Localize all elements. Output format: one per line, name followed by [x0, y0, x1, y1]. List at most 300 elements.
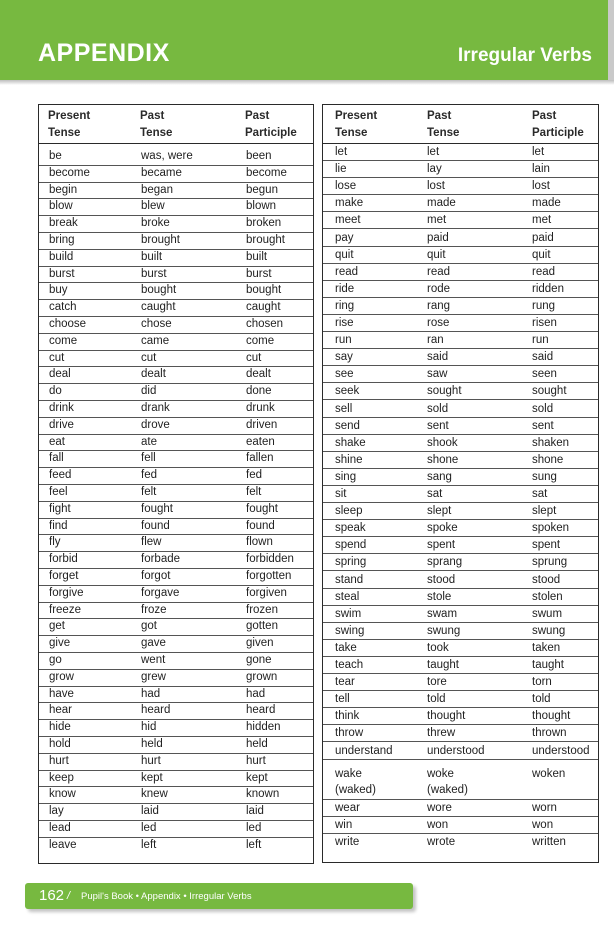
past-tense-cell: left: [141, 838, 157, 851]
table-row: [39, 636, 313, 653]
past-tense-cell: spoke: [427, 522, 458, 535]
past-participle-cell: taken: [532, 641, 561, 654]
past-participle-cell: built: [246, 250, 268, 263]
present-tense-cell: ring: [335, 299, 355, 312]
past-tense-cell: forgot: [141, 570, 171, 582]
past-tense-cell: felt: [141, 486, 157, 498]
past-participle-cell: shone: [532, 453, 564, 466]
past-tense-cell: burst: [141, 267, 167, 280]
present-tense-cell: get: [49, 620, 65, 633]
present-tense-cell: shake: [335, 436, 366, 449]
present-tense-cell: spring: [335, 556, 367, 569]
table-row: [39, 804, 313, 821]
past-tense-cell: thought: [427, 710, 466, 723]
header-past-tense: Past Tense: [427, 110, 460, 139]
present-tense-cell: quit: [335, 248, 354, 261]
past-participle-cell: written: [532, 835, 566, 848]
past-participle-cell: lost: [532, 180, 550, 193]
past-participle-cell: sprung: [532, 556, 568, 569]
past-participle-cell: lain: [532, 163, 550, 176]
present-tense-cell: buy: [49, 284, 68, 297]
past-tense-cell: swam: [427, 607, 458, 620]
past-tense-cell: tore: [427, 676, 447, 689]
table-row: [323, 247, 598, 264]
past-participle-cell: understood: [532, 744, 590, 757]
present-tense-cell: hide: [49, 721, 71, 734]
past-participle-cell: had: [246, 687, 266, 700]
past-participle-cell: brought: [246, 234, 286, 246]
table-row: [323, 212, 598, 229]
past-participle-cell: ridden: [532, 282, 564, 295]
present-tense-cell: grow: [49, 670, 74, 683]
past-tense-cell: took: [427, 641, 449, 654]
past-tense-cell: laid: [141, 805, 159, 818]
past-tense-cell: flew: [141, 536, 162, 549]
past-participle-cell: said: [532, 351, 554, 364]
table-row: [323, 760, 598, 800]
past-tense-cell: became: [141, 166, 182, 179]
past-participle-cell: forbidden: [246, 553, 294, 566]
verbs-table-right: [322, 104, 599, 863]
page-header: [0, 0, 614, 80]
past-participle-cell: begun: [246, 183, 278, 196]
table-row: [39, 250, 313, 267]
past-tense-cell: rang: [427, 299, 451, 312]
past-tense-cell: drove: [141, 418, 170, 431]
past-participle-cell: been: [246, 150, 272, 162]
past-participle-cell: laid: [246, 805, 264, 818]
table-row: [39, 670, 313, 687]
present-tense-cell: find: [49, 519, 68, 532]
footer-text: Pupil's Book • Appendix • Irregular Verbs: [81, 891, 252, 902]
table-row: [39, 183, 313, 200]
table-row: [39, 552, 313, 569]
past-participle-cell: paid: [532, 231, 554, 244]
table-row: [323, 834, 598, 850]
table-row: [39, 418, 313, 435]
present-tense-cell: drive: [49, 418, 74, 431]
past-participle-cell: let: [532, 146, 545, 158]
table-row: [39, 771, 313, 788]
table-row: [39, 687, 313, 704]
past-participle-cell: become: [246, 166, 287, 179]
table-row: [39, 703, 313, 720]
header-present-tense: Present Tense: [335, 110, 378, 139]
table-row: [323, 537, 598, 554]
table-row: [39, 317, 313, 334]
past-participle-cell: drunk: [246, 402, 275, 414]
page-footer: [25, 883, 413, 909]
present-tense-cell: see: [335, 368, 354, 381]
present-tense-cell: write: [335, 835, 360, 848]
present-tense-cell: tear: [335, 676, 355, 689]
table-row: [323, 589, 598, 606]
table-row: [39, 653, 313, 670]
table-row: [39, 821, 313, 838]
past-tense-cell: met: [427, 214, 447, 227]
past-tense-cell: spent: [427, 539, 456, 552]
present-tense-cell: fly: [49, 536, 61, 549]
past-tense-cell: quit: [427, 248, 446, 261]
past-participle-cell: flown: [246, 536, 273, 549]
present-tense-cell: think: [335, 710, 360, 723]
present-tense-cell: meet: [335, 214, 361, 227]
table-row: [39, 569, 313, 586]
present-tense-cell: drink: [49, 402, 74, 414]
past-tense-cell: shook: [427, 436, 458, 449]
present-tense-cell: fight: [49, 502, 71, 515]
present-tense-cell: catch: [49, 301, 77, 314]
present-tense-cell: win: [335, 818, 353, 831]
past-tense-cell: kept: [141, 771, 163, 784]
table-header: [323, 105, 598, 144]
past-participle-cell: sent: [532, 419, 554, 432]
past-tense-cell: made: [427, 197, 456, 210]
table-row: [39, 586, 313, 603]
past-participle-cell: seen: [532, 368, 557, 381]
page-number: 162: [39, 887, 65, 904]
past-participle-cell: rung: [532, 299, 556, 312]
past-tense-cell: drank: [141, 402, 170, 414]
present-tense-cell: choose: [49, 318, 87, 330]
past-participle-cell: told: [532, 693, 551, 706]
table-row: [323, 383, 598, 400]
present-tense-cell: build: [49, 250, 74, 263]
present-tense-cell: wake (waked): [335, 767, 376, 796]
past-participle-cell: frozen: [246, 603, 278, 616]
table-row: [39, 468, 313, 485]
table-row: [323, 657, 598, 674]
table-row: [39, 283, 313, 300]
present-tense-cell: run: [335, 334, 352, 347]
past-tense-cell: wore: [427, 801, 452, 814]
present-tense-cell: hurt: [49, 754, 69, 767]
table-row: [323, 281, 598, 298]
past-participle-cell: hidden: [246, 721, 281, 734]
past-participle-cell: left: [246, 838, 262, 851]
past-participle-cell: quit: [532, 248, 551, 261]
past-participle-cell: found: [246, 519, 275, 532]
present-tense-cell: rise: [335, 317, 354, 329]
past-tense-cell: dealt: [141, 368, 166, 381]
present-tense-cell: leave: [49, 838, 77, 851]
table-row: [323, 418, 598, 435]
table-row: [39, 787, 313, 804]
past-tense-cell: forbade: [141, 553, 181, 566]
footer-separator: /: [67, 890, 71, 902]
table-row: [323, 691, 598, 708]
past-participle-cell: chosen: [246, 318, 284, 330]
past-tense-cell: shone: [427, 453, 459, 466]
table-row: [323, 503, 598, 520]
past-tense-cell: built: [141, 250, 163, 263]
table-row: [323, 161, 598, 178]
present-tense-cell: forgive: [49, 586, 84, 599]
past-tense-cell: ran: [427, 334, 444, 347]
present-tense-cell: sleep: [335, 505, 363, 518]
present-tense-cell: understand: [335, 744, 393, 757]
past-participle-cell: grown: [246, 670, 278, 683]
past-participle-cell: cut: [246, 351, 262, 364]
past-participle-cell: blown: [246, 200, 277, 213]
table-row: [39, 754, 313, 771]
past-tense-cell: lost: [427, 180, 445, 193]
past-tense-cell: paid: [427, 231, 449, 244]
present-tense-cell: wear: [335, 801, 360, 814]
table-row: [39, 267, 313, 284]
past-tense-cell: won: [427, 818, 449, 831]
present-tense-cell: take: [335, 641, 357, 654]
table-row: [323, 674, 598, 691]
past-tense-cell: rode: [427, 282, 451, 295]
table-row: [39, 233, 313, 250]
present-tense-cell: stand: [335, 573, 364, 586]
past-tense-cell: grew: [141, 670, 166, 683]
present-tense-cell: lie: [335, 163, 347, 176]
present-tense-cell: hear: [49, 704, 73, 717]
past-participle-cell: spent: [532, 539, 561, 552]
past-tense-cell: swung: [427, 624, 461, 637]
past-tense-cell: blew: [141, 200, 165, 213]
past-participle-cell: slept: [532, 505, 557, 518]
present-tense-cell: say: [335, 351, 353, 364]
past-tense-cell: did: [141, 385, 157, 398]
table-row: [323, 554, 598, 571]
present-tense-cell: begin: [49, 183, 78, 196]
past-tense-cell: caught: [141, 301, 176, 314]
table-row: [323, 144, 598, 161]
past-participle-cell: held: [246, 738, 268, 750]
table-row: [39, 435, 313, 452]
table-header: [39, 105, 313, 144]
table-row: [39, 535, 313, 552]
past-tense-cell: bought: [141, 284, 177, 297]
table-row: [39, 351, 313, 368]
present-tense-cell: ride: [335, 282, 355, 295]
table-row: [323, 572, 598, 589]
present-tense-cell: pay: [335, 231, 354, 244]
past-tense-cell: fell: [141, 452, 156, 465]
table-row: [323, 623, 598, 640]
present-tense-cell: have: [49, 687, 74, 700]
present-tense-cell: bring: [49, 234, 75, 246]
past-tense-cell: wrote: [427, 835, 456, 848]
page-title: APPENDIX: [38, 39, 170, 67]
past-participle-cell: felt: [246, 486, 262, 498]
table-row: [39, 737, 313, 754]
table-row: [39, 199, 313, 216]
present-tense-cell: sell: [335, 402, 353, 415]
past-tense-cell: heard: [141, 704, 171, 717]
past-tense-cell: understood: [427, 744, 485, 757]
table-row: [39, 485, 313, 502]
past-participle-cell: spoken: [532, 522, 570, 535]
present-tense-cell: sit: [335, 488, 347, 500]
table-row: [323, 230, 598, 247]
present-tense-cell: forbid: [49, 553, 78, 566]
past-participle-cell: done: [246, 385, 272, 398]
present-tense-cell: be: [49, 150, 62, 162]
present-tense-cell: know: [49, 788, 76, 801]
present-tense-cell: speak: [335, 522, 366, 535]
past-participle-cell: given: [246, 637, 274, 650]
present-tense-cell: spend: [335, 539, 367, 552]
header-past-tense: Past Tense: [140, 110, 173, 139]
past-tense-cell: hurt: [141, 754, 161, 767]
table-row: [39, 149, 313, 166]
past-tense-cell: hid: [141, 721, 157, 734]
past-participle-cell: forgiven: [246, 586, 287, 599]
header-shadow: [0, 80, 614, 85]
present-tense-cell: make: [335, 197, 364, 210]
table-row: [323, 743, 598, 760]
past-participle-cell: fought: [246, 502, 278, 515]
past-participle-cell: forgotten: [246, 570, 292, 582]
past-tense-cell: had: [141, 687, 161, 700]
present-tense-cell: read: [335, 265, 359, 278]
table-row: [323, 435, 598, 452]
header-past-participle: Past Participle: [245, 110, 297, 139]
table-row: [323, 332, 598, 349]
past-tense-cell: held: [141, 738, 163, 750]
past-participle-cell: heard: [246, 704, 276, 717]
past-participle-cell: driven: [246, 418, 278, 431]
past-tense-cell: broke: [141, 217, 170, 230]
table-row: [39, 519, 313, 536]
table-row: [39, 720, 313, 737]
past-participle-cell: read: [532, 265, 556, 278]
past-tense-cell: went: [141, 654, 166, 666]
past-tense-cell: slept: [427, 505, 452, 518]
present-tense-cell: swing: [335, 624, 365, 637]
past-participle-cell: worn: [532, 801, 557, 814]
past-tense-cell: woke (waked): [427, 767, 468, 796]
table-row: [39, 619, 313, 636]
present-tense-cell: eat: [49, 435, 65, 448]
past-participle-cell: stood: [532, 573, 561, 586]
past-participle-cell: gotten: [246, 620, 278, 633]
past-tense-cell: said: [427, 351, 449, 364]
present-tense-cell: give: [49, 637, 71, 650]
present-tense-cell: feed: [49, 469, 72, 482]
present-tense-cell: send: [335, 419, 360, 432]
table-row: [323, 606, 598, 623]
past-tense-cell: forgave: [141, 586, 180, 599]
table-row: [39, 216, 313, 233]
header-present-tense: Present Tense: [48, 110, 91, 139]
table-row: [39, 451, 313, 468]
past-tense-cell: was, were: [141, 150, 193, 162]
past-participle-cell: woken: [532, 767, 566, 780]
past-participle-cell: burst: [246, 267, 272, 280]
past-participle-cell: fed: [246, 469, 262, 482]
past-participle-cell: won: [532, 818, 554, 831]
table-row: [39, 603, 313, 620]
present-tense-cell: steal: [335, 590, 360, 603]
present-tense-cell: shine: [335, 453, 363, 466]
table-row: [39, 334, 313, 351]
past-tense-cell: got: [141, 620, 157, 633]
present-tense-cell: fall: [49, 452, 64, 465]
past-tense-cell: rose: [427, 317, 450, 329]
past-participle-cell: fallen: [246, 452, 274, 465]
past-participle-cell: run: [532, 334, 549, 347]
past-participle-cell: torn: [532, 676, 552, 689]
present-tense-cell: throw: [335, 727, 364, 740]
present-tense-cell: seek: [335, 385, 360, 398]
past-participle-cell: hurt: [246, 754, 266, 767]
present-tense-cell: break: [49, 217, 78, 230]
present-tense-cell: deal: [49, 368, 71, 381]
present-tense-cell: swim: [335, 607, 362, 620]
past-tense-cell: sang: [427, 470, 452, 483]
table-row: [39, 502, 313, 519]
table-row: [323, 469, 598, 486]
past-tense-cell: sent: [427, 419, 449, 432]
present-tense-cell: blow: [49, 200, 73, 213]
present-tense-cell: lay: [49, 805, 64, 818]
past-tense-cell: sold: [427, 402, 449, 415]
past-participle-cell: risen: [532, 317, 557, 329]
present-tense-cell: cut: [49, 351, 65, 364]
past-participle-cell: dealt: [246, 368, 271, 381]
past-participle-cell: swum: [532, 607, 563, 620]
past-tense-cell: sprang: [427, 556, 463, 569]
present-tense-cell: let: [335, 146, 348, 158]
table-row: [323, 366, 598, 383]
table-row: [39, 401, 313, 418]
past-participle-cell: taught: [532, 659, 564, 671]
past-tense-cell: began: [141, 183, 173, 196]
table-row: [323, 708, 598, 725]
past-participle-cell: shaken: [532, 436, 570, 449]
past-tense-cell: came: [141, 334, 170, 347]
past-participle-cell: caught: [246, 301, 281, 314]
past-participle-cell: sought: [532, 385, 567, 398]
table-row: [39, 300, 313, 317]
table-row: [39, 367, 313, 384]
past-tense-cell: stood: [427, 573, 456, 586]
table-row: [323, 725, 598, 742]
past-tense-cell: knew: [141, 788, 168, 801]
present-tense-cell: become: [49, 166, 90, 179]
past-tense-cell: let: [427, 146, 440, 158]
table-row: [39, 166, 313, 183]
past-participle-cell: met: [532, 214, 552, 227]
past-tense-cell: sat: [427, 488, 443, 500]
present-tense-cell: keep: [49, 771, 74, 784]
past-tense-cell: led: [141, 822, 157, 834]
past-participle-cell: known: [246, 788, 280, 801]
past-tense-cell: sought: [427, 385, 462, 398]
table-row: [323, 178, 598, 195]
past-participle-cell: sat: [532, 488, 548, 500]
present-tense-cell: tell: [335, 693, 350, 706]
past-participle-cell: sung: [532, 470, 557, 483]
past-tense-cell: chose: [141, 318, 172, 330]
table-row: [323, 817, 598, 834]
table-row: [323, 486, 598, 503]
table-row: [323, 401, 598, 418]
table-row: [323, 520, 598, 537]
present-tense-cell: do: [49, 385, 62, 398]
table-row: [323, 452, 598, 469]
past-participle-cell: gone: [246, 654, 272, 666]
past-tense-cell: ate: [141, 435, 157, 448]
present-tense-cell: lead: [49, 822, 71, 834]
table-row: [39, 384, 313, 401]
present-tense-cell: feel: [49, 486, 68, 498]
